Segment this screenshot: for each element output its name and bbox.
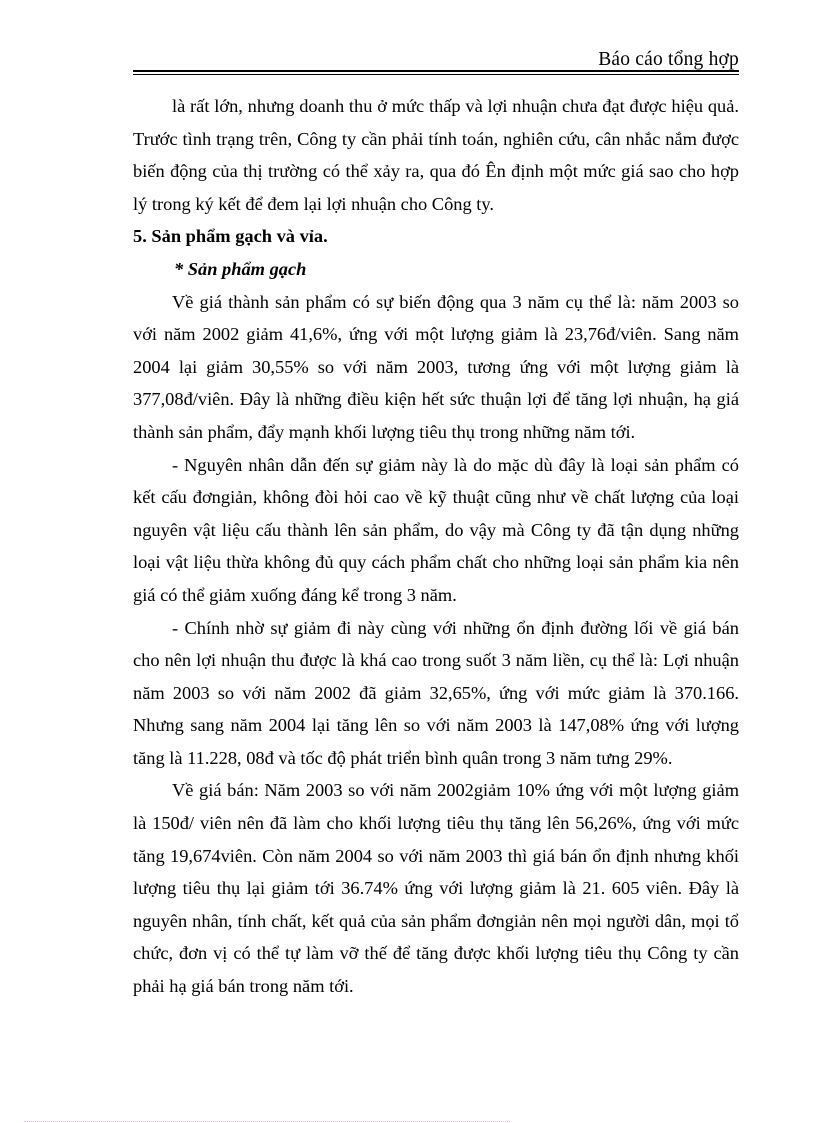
section-heading: 5. Sản phẩm gạch và vỉa.: [133, 226, 328, 247]
paragraph-profit: - Chính nhờ sự giảm đi này cùng với những ổn định đường lối về giá bán cho nên lợi nhuận thu được là khá cao trong suốt 3 năm liền, cụ thể là: Lợi nhuận năm 2003 so với năm 2002 đã giảm 32,65%, ứng với mức giảm là 370.166. Nhưng sang năm 2004 lại tăng lên so với năm 2003 là 147,08% ứng với lượng tăng là 11.228, 08đ và tốc độ phát triển bình quân trong 3 năm tưng 29%.: [133, 617, 739, 768]
header-title: Báo cáo tổng hợp: [598, 49, 739, 70]
subsection-heading: * Sản phẩm gạch: [174, 258, 307, 279]
paragraph-cost-price: Về giá thành sản phẩm có sự biến động qua 3 năm cụ thể là: năm 2003 so với năm 2002 giảm 41,6%, ứng với một lượng giảm là 23,76đ/viên. Sang năm 2004 lại giảm 30,55% so với năm 2003, tương ứng với một lượng giảm là 377,08đ/viên. Đây là những điều kiện hết sức thuận lợi để tăng lợi nhuận, hạ giá thành sản phẩm, đẩy mạnh khối lượng tiêu thụ trong những năm tới.: [133, 291, 739, 442]
paragraph-continuation: là rất lớn, nhưng doanh thu ở mức thấp và lợi nhuận chưa đạt được hiệu quả. Trước tình trạng trên, Công ty cần phải tính toán, nghiên cứu, cân nhắc nắm được biến động của thị trường có thể xảy ra, qua đó Ên định một mức giá sao cho hợp lý trong ký kết để đem lại lợi nhuận cho Công ty.: [133, 96, 739, 214]
paragraph-selling-price: Về giá bán: Năm 2003 so với năm 2002giảm 10% ứng với một lượng giảm là 150đ/ viên nên đã làm cho khối lượng tiêu thụ tăng lên 56,26%, ứng với mức tăng 19,674viên. Còn năm 2004 so với năm 2003 thì giá bán ổn định nhưng khối lượng tiêu thụ lại giảm tới 36.74% ứng với lượng giảm là 21. 605 viên. Đây là nguyên nhân, tính chất, kết quả của sản phẩm đơngiản nên mọi người dân, mọi tổ chức, đơn vị có thể tự làm vỡ thế để tăng được khối lượng tiêu thụ Công ty cần phải hạ giá bán trong năm tới.: [133, 780, 739, 997]
document-body: [133, 90, 739, 1003]
page-bottom-dotted-border: [24, 1121, 510, 1122]
page-header: [133, 48, 739, 72]
paragraph-cause: - Nguyên nhân dẫn đến sự giảm này là do mặc dù đây là loại sản phẩm có kết cấu đơngiản, không đòi hỏi cao về kỹ thuật cũng như về chất lượng của loại nguyên vật liệu cấu thành lên sản phẩm, do vậy mà Công ty đã tận dụng những loại vật liệu thừa không đủ quy cách phẩm chất cho những loại sản phẩm kia nên giá có thể giảm xuống đáng kể trong 3 năm.: [133, 454, 739, 605]
header-double-rule: [133, 70, 739, 75]
